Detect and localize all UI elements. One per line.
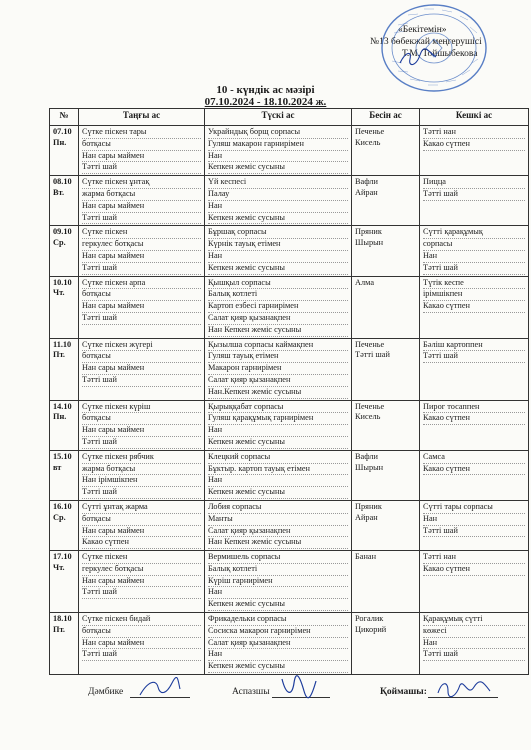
menu-item: Сүтті қарақұмық [423,227,525,239]
menu-item: Кепкен жеміс сусыны [208,263,348,275]
menu-item: Қарақұмық сүтті [423,614,525,626]
snack-cell [352,500,420,550]
menu-item: Сүтке піскен ұнтақ [82,177,201,189]
menu-item: 09.10 [53,227,72,237]
menu-item: Айран [355,512,378,522]
menu-item: Тәтті шай [423,351,525,363]
snack-cell [352,613,420,675]
table-row [50,613,529,675]
dinner-cell [420,400,529,450]
lunch-cell [205,400,352,450]
snack-cell [352,276,420,338]
menu-table [49,108,529,675]
menu-item: Қышқыл сорпасы [208,278,348,290]
dinner-cell [420,613,529,675]
menu-item: Тәтті шай [82,162,201,174]
menu-item: Балық котлеті [208,289,348,301]
menu-item: Вафли [355,451,378,461]
menu-item: Пт. [53,624,65,634]
menu-item: Тәтті шай [82,487,201,499]
menu-item: Салат қияр қызанақпен [208,313,348,325]
lunch-cell [205,500,352,550]
menu-item: Кисель [355,412,381,422]
menu-item: Нан [208,201,348,213]
menu-item: Сүтке піскен [82,227,201,239]
menu-item: Тәтті шай [82,375,201,387]
menu-item: геркулес ботқасы [82,564,201,576]
dinner-cell [420,176,529,226]
menu-item: 18.10 [53,614,72,624]
menu-item: Лобия сорпасы [208,502,348,514]
approval-name: Т.М. Тойшыбекова [402,49,478,59]
menu-item: Какао сүтпен [423,301,525,313]
table-row [50,500,529,550]
menu-item: Нан [423,251,525,263]
menu-item: 16.10 [53,501,72,511]
dietitian-label: Дәмбике [88,687,124,697]
menu-item: Какао сүтпен [423,139,525,151]
menu-item: Самса [423,452,525,464]
dinner-cell [420,226,529,276]
table-row [50,176,529,226]
menu-item: 17.10 [53,552,72,562]
menu-item: Кепкен жеміс сусыны [208,661,348,673]
menu-item: Пирог тосаппен [423,402,525,414]
menu-item: Тәтті шай [355,350,390,360]
menu-item: 10.10 [53,277,72,287]
menu-item: Чт. [53,562,65,572]
lunch-cell [205,551,352,613]
menu-item: Какао сүтпен [82,537,201,549]
menu-item: Нан [423,514,525,526]
menu-item: Нан сары маймен [82,301,201,313]
menu-item: ботқасы [82,289,201,301]
cook-label: Аспазшы [232,687,270,697]
menu-item: ботқасы [82,351,201,363]
menu-item: Пн. [53,137,67,147]
menu-item: Үй кеспесі [208,177,348,189]
menu-item: Цикорий [355,624,387,634]
menu-item: Бұктыр. картоп тауық етімен [208,464,348,476]
menu-item: Сүтке піскен арпа [82,278,201,290]
col-lunch: Түскі ас [205,109,352,126]
menu-item: Кепкен жеміс сусыны [208,487,348,499]
col-number: № [50,109,79,126]
day-cell [50,226,79,276]
menu-item: Сүтке піскен рябчик [82,452,201,464]
dinner-cell [420,126,529,176]
cook-signature [278,673,318,701]
menu-item: Алма [355,277,375,287]
snack-cell [352,450,420,500]
menu-item: Макарон гарнирімен [208,363,348,375]
menu-item: Салат қияр қызанақпен [208,526,348,538]
menu-item: Тәтті шай [82,649,201,661]
menu-item: Рогалик [355,614,384,624]
snack-cell [352,338,420,400]
breakfast-cell [79,450,205,500]
menu-item: Кепкен жеміс сусыны [208,162,348,174]
approval-title: «Бекітемін» [398,25,447,35]
breakfast-cell [79,226,205,276]
menu-item: Пицца [423,177,525,189]
lunch-cell [205,450,352,500]
menu-item: Қызылша сорпасы каймақпен [208,340,348,352]
menu-item: Салат қияр қызанақпен [208,638,348,650]
menu-item: Пряник [355,501,382,511]
director-signature [398,47,438,69]
breakfast-cell [79,400,205,450]
menu-item: Тәтті шай [82,213,201,225]
menu-item: Нан сары маймен [82,576,201,588]
menu-item: Тәтті шай [82,263,201,275]
menu-item: Нан Кепкен жеміс сусыны [208,325,348,337]
menu-item: Сүтті ұнтақ жарма [82,502,201,514]
menu-item: Нан сары маймен [82,526,201,538]
menu-period: 07.10.2024 - 18.10.2024 ж. [204,96,327,108]
col-snack: Бесін ас [352,109,420,126]
day-cell [50,126,79,176]
menu-item: геркулес ботқасы [82,239,201,251]
signature-row [0,681,531,711]
menu-item: Қырыққабат сорпасы [208,402,348,414]
menu-item: Чт. [53,288,65,298]
menu-item: Тәтті шай [82,313,201,325]
table-header-row [50,109,529,126]
menu-item: Кепкен жеміс сусыны [208,599,348,611]
menu-item: ботқасы [82,139,201,151]
snack-cell [352,126,420,176]
menu-item: Шырын [355,238,384,248]
col-dinner: Кешкі ас [420,109,529,126]
day-cell [50,450,79,500]
menu-item: Шырын [355,462,384,472]
menu-item: Нан сары маймен [82,151,201,163]
menu-item: Тәтті шай [423,649,525,661]
menu-item: Кепкен жеміс сусыны [208,213,348,225]
dinner-cell [420,276,529,338]
menu-item: Клецкий сорпасы [208,452,348,464]
storekeeper-label: Қоймашы: [380,687,427,697]
dinner-cell [420,450,529,500]
snack-cell [352,176,420,226]
table-row [50,450,529,500]
menu-item: ботқасы [82,626,201,638]
day-cell [50,613,79,675]
menu-item: Бұршақ сорпасы [208,227,348,239]
lunch-cell [205,226,352,276]
menu-item: сорпасы [423,239,525,251]
menu-item: 11.10 [53,339,72,349]
menu-item: 15.10 [53,451,72,461]
menu-item: Нан.Кепкен жеміс сусыны [208,387,348,399]
menu-item: жарма ботқасы [82,464,201,476]
menu-item: Банан [355,552,377,562]
menu-item: Какао сүтпен [423,564,525,576]
snack-cell [352,400,420,450]
day-cell [50,551,79,613]
table-row [50,551,529,613]
breakfast-cell [79,176,205,226]
menu-item: көжесі [423,626,525,638]
menu-item: Нан Кепкен жеміс сусыны [208,537,348,549]
menu-item: Какао сүтпен [423,413,525,425]
menu-item: 08.10 [53,177,72,187]
lunch-cell [205,338,352,400]
day-cell [50,338,79,400]
menu-item: Күрнік тауық етімен [208,239,348,251]
day-cell [50,500,79,550]
menu-item: Тәтті нан [423,552,525,564]
breakfast-cell [79,500,205,550]
menu-item: Сүтті тары сорпасы [423,502,525,514]
dinner-cell [420,500,529,550]
menu-item: Печенье [355,339,385,349]
menu-item: Пт. [53,350,65,360]
menu-item: Тәтті шай [82,587,201,599]
day-cell [50,176,79,226]
menu-item: Тәтті шай [423,189,525,201]
day-cell [50,400,79,450]
lunch-cell [205,613,352,675]
menu-item: Нан ірімшікпен [82,475,201,487]
menu-item: Нан сары маймен [82,425,201,437]
table-row [50,276,529,338]
menu-item: Нан [208,649,348,661]
dietitian-signature [138,677,182,699]
menu-item: Нан [208,587,348,599]
menu-item: Тәтті шай [423,263,525,275]
menu-item: Нан сары маймен [82,638,201,650]
menu-item: Тәтті шай [423,526,525,538]
menu-item: Тәтті шай [82,437,201,449]
breakfast-cell [79,338,205,400]
menu-item: Күріш гарнирімен [208,576,348,588]
menu-item: Сүтке піскен [82,552,201,564]
menu-item: Сүтке піскен бидай [82,614,201,626]
menu-item: Бәліш картоппен [423,340,525,352]
snack-cell [352,551,420,613]
table-row [50,226,529,276]
menu-item: вт [53,462,62,472]
menu-item: Печенье [355,401,385,411]
menu-item: Гуляш тауық етімен [208,351,348,363]
menu-item: Гуляш қарақұмық гарнирімен [208,413,348,425]
lunch-cell [205,176,352,226]
menu-item: ботқасы [82,514,201,526]
menu-item: Сосиска макарон гарнирімен [208,626,348,638]
menu-item: жарма ботқасы [82,189,201,201]
menu-item: 14.10 [53,401,72,411]
menu-item: Нан [423,638,525,650]
menu-item: Палау [208,189,348,201]
dinner-cell [420,338,529,400]
lunch-cell [205,126,352,176]
menu-item: 07.10 [53,127,72,136]
breakfast-cell [79,126,205,176]
table-row [50,126,529,176]
menu-item: Украйндық борщ сорпасы [208,127,348,139]
menu-item: Нан [208,251,348,263]
menu-item: Печенье [355,127,385,136]
table-row [50,400,529,450]
snack-cell [352,226,420,276]
menu-item: Вермишель сорпасы [208,552,348,564]
storekeeper-signature [436,677,492,701]
menu-item: Вафли [355,177,378,187]
menu-item: Какао сүтпен [423,464,525,476]
dinner-cell [420,551,529,613]
menu-item: Фрикадельки сорпасы [208,614,348,626]
menu-item: ботқасы [82,413,201,425]
menu-title: 10 - күндік ас мәзірі [216,84,315,96]
menu-item: Түтік кеспе [423,278,525,290]
menu-item: Пряник [355,227,382,237]
menu-item: Кепкен жеміс сусыны [208,437,348,449]
menu-item: Манты [208,514,348,526]
menu-item: Картоп езбесі гарнирімен [208,301,348,313]
menu-item: Гуляш макарон гарнирімен [208,139,348,151]
menu-item: Ср. [53,238,66,248]
menu-item: Тәтті нан [423,127,525,139]
breakfast-cell [79,276,205,338]
breakfast-cell [79,613,205,675]
table-row [50,338,529,400]
menu-item: Вт. [53,187,65,197]
menu-item: Кисель [355,137,381,147]
menu-item: Нан сары маймен [82,251,201,263]
menu-item: ірімшікпен [423,289,525,301]
menu-item: Балық котлеті [208,564,348,576]
menu-item: Салат қияр қызанақпен [208,375,348,387]
menu-item: Нан [208,151,348,163]
approval-position: №13 бөбекжай меңгерушісі [370,37,482,47]
menu-item: Сүтке піскен тары [82,127,201,139]
menu-item: Нан [208,475,348,487]
menu-item: Сүтке піскен күріш [82,402,201,414]
menu-item: Нан сары маймен [82,201,201,213]
col-breakfast: Таңғы ас [79,109,205,126]
menu-item: Пн. [53,412,67,422]
menu-item: Нан [208,425,348,437]
menu-item: Нан сары маймен [82,363,201,375]
menu-item: Ср. [53,512,66,522]
menu-item: Сүтке піскен жүгері [82,340,201,352]
menu-item: Айран [355,187,378,197]
breakfast-cell [79,551,205,613]
day-cell [50,276,79,338]
lunch-cell [205,276,352,338]
